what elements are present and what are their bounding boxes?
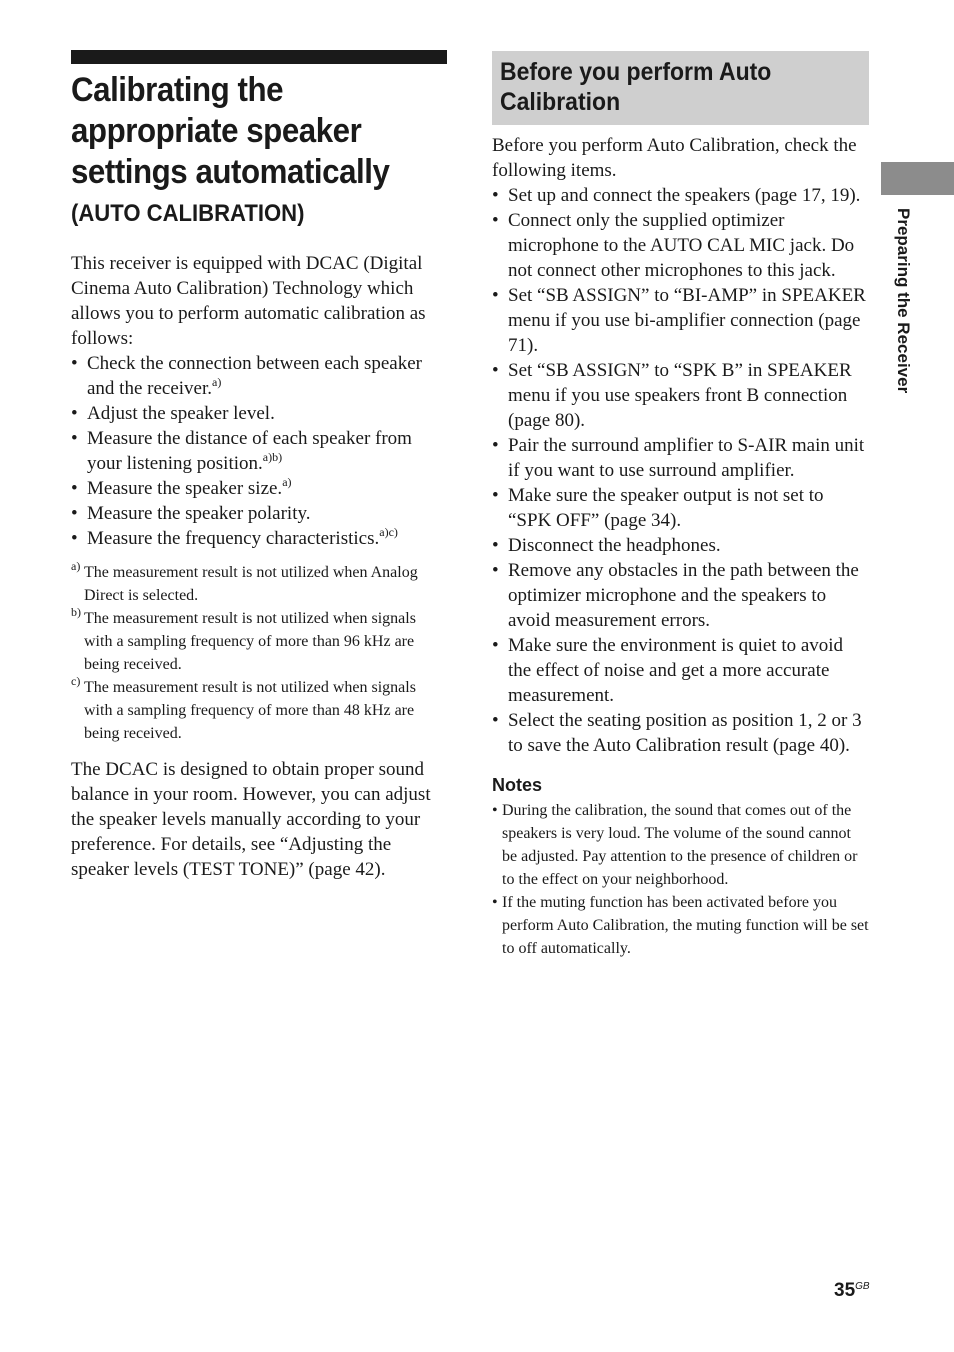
intro-paragraph: This receiver is equipped with DCAC (Digital Cinema Auto Calibration) Technology which allows you to perform automatic calibration as follows:: [71, 253, 426, 349]
note-item: • If the muting function has been activated before you perform Auto Calibration, the muting function will be set to off automatically.: [492, 891, 869, 960]
page-number-suffix: GB: [855, 1281, 870, 1292]
chapter-tab: [881, 162, 954, 195]
footnote: c) The measurement result is not utilized when signals with a sampling frequency of more than 48 kHz are being received.: [71, 674, 416, 742]
list-item: • Measure the frequency characteristics.$^{a)c)}$: [71, 526, 447, 551]
left-column: [71, 50, 447, 882]
list-item: • Set up and connect the speakers (page 17, 19).: [492, 183, 869, 208]
list-item: • Remove any obstacles in the path between the optimizer microphone and the speakers to avoid measurement errors.: [492, 558, 869, 633]
list-item: • Make sure the speaker output is not set to “SPK OFF” (page 34).: [492, 483, 869, 533]
list-item: • Pair the surround amplifier to S-AIR main unit if you want to use surround amplifier.: [492, 433, 869, 483]
closing-paragraph: The DCAC is designed to obtain proper sound balance in your room. However, you can adjust the speaker levels manually according to your preference. For details, see “Adjusting the speaker levels (TEST TONE)” (page 42).: [71, 759, 431, 880]
list-item: • Measure the speaker polarity.: [71, 501, 447, 526]
list-item: • Set “SB ASSIGN” to “BI-AMP” in SPEAKER menu if you use bi-amplifier connection (page 71).: [492, 283, 869, 358]
list-item: • Measure the speaker size.$^{a)}$: [71, 476, 447, 501]
list-item: • Set “SB ASSIGN” to “SPK B” in SPEAKER menu if you use speakers front B connection (page 80).: [492, 358, 869, 433]
page-subtitle: (AUTO CALIBRATION): [71, 200, 305, 227]
section-title: Before you perform Auto Calibration: [500, 58, 772, 116]
footnote: b) The measurement result is not utilized when signals with a sampling frequency of more than 96 kHz are being received.: [71, 605, 416, 673]
footnote: a) The measurement result is not utilized when Analog Direct is selected.: [71, 559, 418, 604]
list-item: • Check the connection between each speaker and the receiver.$^{a)}$: [71, 351, 447, 401]
chapter-label: [893, 208, 913, 448]
section-header: [492, 51, 869, 125]
right-column: [492, 51, 869, 960]
checklist: [492, 183, 869, 758]
chapter-label-text: Preparing the Receiver: [894, 208, 913, 394]
footnotes: [71, 561, 447, 745]
page-title: Calibrating the appropriate speaker settings automatically: [71, 71, 390, 191]
list-item: • Connect only the supplied optimizer microphone to the AUTO CAL MIC jack. Do not connect other microphones to this jack.: [492, 208, 869, 283]
notes-title: Notes: [492, 775, 543, 795]
feature-list: [71, 351, 447, 551]
list-item: • Measure the distance of each speaker from your listening position.$^{a)b)}$: [71, 426, 447, 476]
title-rule: [71, 50, 447, 64]
page-number: $35^{GB}$: [834, 1280, 870, 1301]
note-item: • During the calibration, the sound that comes out of the speakers is very loud. The volume of the sound cannot be adjusted. Pay attention to the presence of children or to the effect on your neighborhood.: [492, 799, 869, 891]
notes-list: [492, 799, 869, 960]
list-item: • Adjust the speaker level.: [71, 401, 447, 426]
checklist-intro: Before you perform Auto Calibration, check the following items.: [492, 135, 857, 181]
list-item: • Disconnect the headphones.: [492, 533, 869, 558]
list-item: • Select the seating position as position 1, 2 or 3 to save the Auto Calibration result (page 40).: [492, 708, 869, 758]
list-item: • Make sure the environment is quiet to avoid the effect of noise and get a more accurate measurement.: [492, 633, 869, 708]
